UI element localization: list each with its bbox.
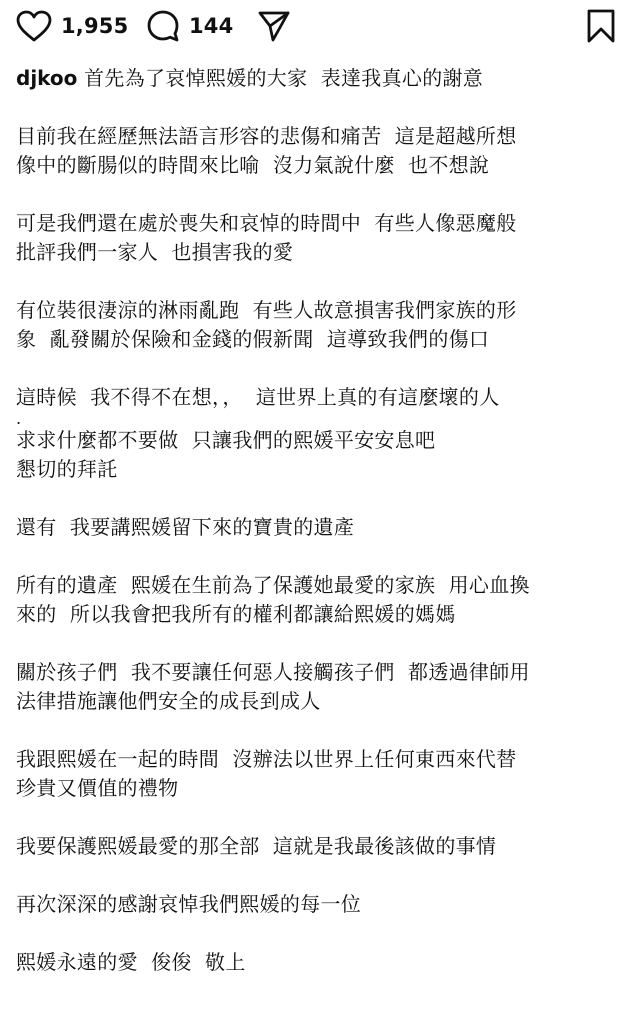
caption-dot: . [16, 409, 22, 428]
post-caption [16, 64, 628, 977]
caption-paragraph: 所有的遺產 熙媛在生前為了保護她最愛的家族 用心血換 來的 所以我會把我所有的權利都讓給熙媛的媽媽 [16, 573, 530, 626]
caption-paragraph: 有位裝很淒涼的淋雨亂跑 有些人故意損害我們家族的形 象 亂發關於保險和金錢的假新聞 這導致我們的傷口 [16, 298, 517, 351]
share-button[interactable] [257, 6, 291, 46]
username-link[interactable]: djkoo [16, 66, 78, 90]
bookmark-icon [586, 8, 616, 44]
caption-paragraph: 求求什麼都不要做 只讓我們的熙媛平安安息吧 懇切的拜託 [16, 428, 436, 481]
caption-line [16, 64, 628, 93]
paper-plane-icon [257, 9, 291, 43]
like-button[interactable] [16, 6, 128, 46]
caption-text: 首先為了哀悼熙媛的大家 表達我真心的謝意 [84, 66, 484, 90]
post-action-bar [0, 0, 636, 52]
caption-paragraph: 我跟熙媛在一起的時間 沒辦法以世界上任何東西來代替 珍貴又價值的禮物 [16, 747, 517, 800]
caption-paragraph: 再次深深的感謝哀悼我們熙媛的每一位 [16, 892, 362, 916]
comment-bubble-icon [146, 9, 180, 43]
comment-count: 144 [189, 14, 234, 38]
caption-paragraph: 目前我在經歷無法語言形容的悲傷和痛苦 這是超越所想 像中的斷腸似的時間來比喻 沒力氣說什麼 也不想說 [16, 124, 517, 177]
heart-icon [16, 10, 52, 42]
caption-paragraph: 我要保護熙媛最愛的那全部 這就是我最後該做的事情 [16, 834, 497, 858]
caption-paragraph: 關於孩子們 我不要讓任何惡人接觸孩子們 都透過律師用 法律措施讓他們安全的成長到成人 [16, 660, 530, 713]
caption-paragraph: 可是我們還在處於喪失和哀悼的時間中 有些人像惡魔般 批評我們一家人 也損害我的愛 [16, 211, 517, 264]
caption-paragraph: 還有 我要講熙媛留下來的寶貴的遺產 [16, 515, 355, 539]
save-button[interactable] [586, 6, 616, 46]
comment-button[interactable] [146, 6, 233, 46]
caption-paragraph: 這時候 我不得不在想，， 這世界上真的有這麼壞的人 [16, 385, 500, 409]
caption-paragraph: 熙媛永遠的愛 俊俊 敬上 [16, 950, 246, 974]
like-count: 1,955 [61, 14, 129, 38]
